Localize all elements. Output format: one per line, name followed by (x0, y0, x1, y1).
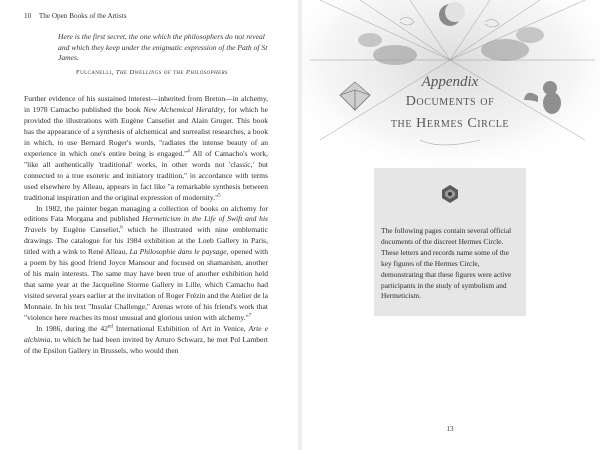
epigraph: Here is the first secret, the one which the philosophers do not reveal and which they keep under the enigmatic expression of the Path of St James. (58, 32, 268, 63)
alchemical-illustration (300, 0, 600, 185)
p2-text-a: In 1982, the painter began managing a collection of books on alchemy for editions Fata Morgana and published (24, 203, 268, 224)
epigraph-author: Fulcanelli, (76, 69, 114, 76)
footnote-ref: 4 (187, 149, 190, 155)
running-head (24, 12, 127, 20)
p3-text-c: , to which he had been invited by Arturo Schwarz, he met Pol Lambert of the Epsilon Gallery in Brussels, who would then (24, 334, 268, 355)
p1-book-title: New Alchemical Heraldry (143, 104, 224, 114)
p3-text-a: In 1986, during the 42 (36, 324, 108, 334)
section-title-line-1: Documents of (405, 94, 495, 109)
paragraph-3 (24, 324, 268, 357)
footnote-ref: 5 (218, 193, 221, 199)
p2-text-c: which he illustrated with nine emblematic drawings. The catalogue for his 1984 exhibition at the Loeb Gallery in Paris, titled with a wink to René Alleau, (24, 225, 268, 257)
section-title-line-2: the Hermes Circle (390, 116, 510, 131)
p2-text-b: by Eugène Canseliet, (46, 225, 121, 235)
appendix-label: Appendix (421, 74, 479, 90)
body-text (24, 94, 268, 357)
right-page-number: 13 (446, 425, 454, 433)
left-page-number: 10 (24, 12, 32, 20)
paragraph-1 (24, 94, 268, 204)
hermes-emblem-icon (440, 184, 460, 204)
footnote-ref: 7 (248, 313, 252, 319)
paragraph-2 (24, 204, 268, 324)
p2-text-d: , opened with a poem by his good friend Joyce Mansour and focused on shamanism, another of his main interests. The same may have been true of another exhibition held that same year at the Jacqueline Storme Gallery in Lille, which Camacho had visited several years earlier at the invitation of Roger Frézin and the Atelier de la Monnaie. In his text "Insular Challenge," Arenas wrote of his friend's work that "violence here reaches its most unusual and glorious union with alchemy." (24, 247, 268, 323)
footnote-ref: 6 (120, 225, 123, 231)
epigraph-book: The Dwellings of the Philosophers (115, 69, 228, 76)
p2-book-title: Hermeticism in the Life of Swift and his Travels (24, 214, 268, 235)
p1-text-a: Further evidence of his sustained interest—inherited from Breton—in alchemy, in 1978 Camacho published the book (24, 94, 268, 114)
p3-exhibition-title: Arte e alchimia (24, 324, 268, 344)
running-head-title: The Open Books of the Artists (38, 12, 127, 20)
p1-text-b: , for which he provided the illustrations with Eugène Canseliet and Alain Gruger. This book has the appearance of a synthesis of alchemical and surrealist researches, a book in which, to use Bernard Roger's words, "radiates the intense beauty of an experience in which one's entire being is engaged." (24, 104, 268, 158)
p2-catalogue-title: La Philosophie dans le paysage (129, 247, 227, 257)
p3-text-b: International Exhibition of Art in Venice, (112, 324, 249, 334)
intro-text: The following pages contain several official documents of the discreet Hermes Circle. These letters and records name some of the key figures of the Hermes Circle, demonstrating that these figures were active participants in the study of symbolism and Hermeticism. (381, 226, 512, 301)
p1-text-c: All of Camacho's work, "like all authentically 'traditional' works, in other words not 'classic,' but connected to a true esoteric and initiatory tradition," in accordance with terms used elsewhere by Alleau, appears in fact like "a remarkable synthesis between traditional inspiration and the original expression of modernity." (24, 148, 268, 202)
epigraph-source (76, 69, 276, 76)
ordinal-suffix: nd (107, 324, 113, 330)
